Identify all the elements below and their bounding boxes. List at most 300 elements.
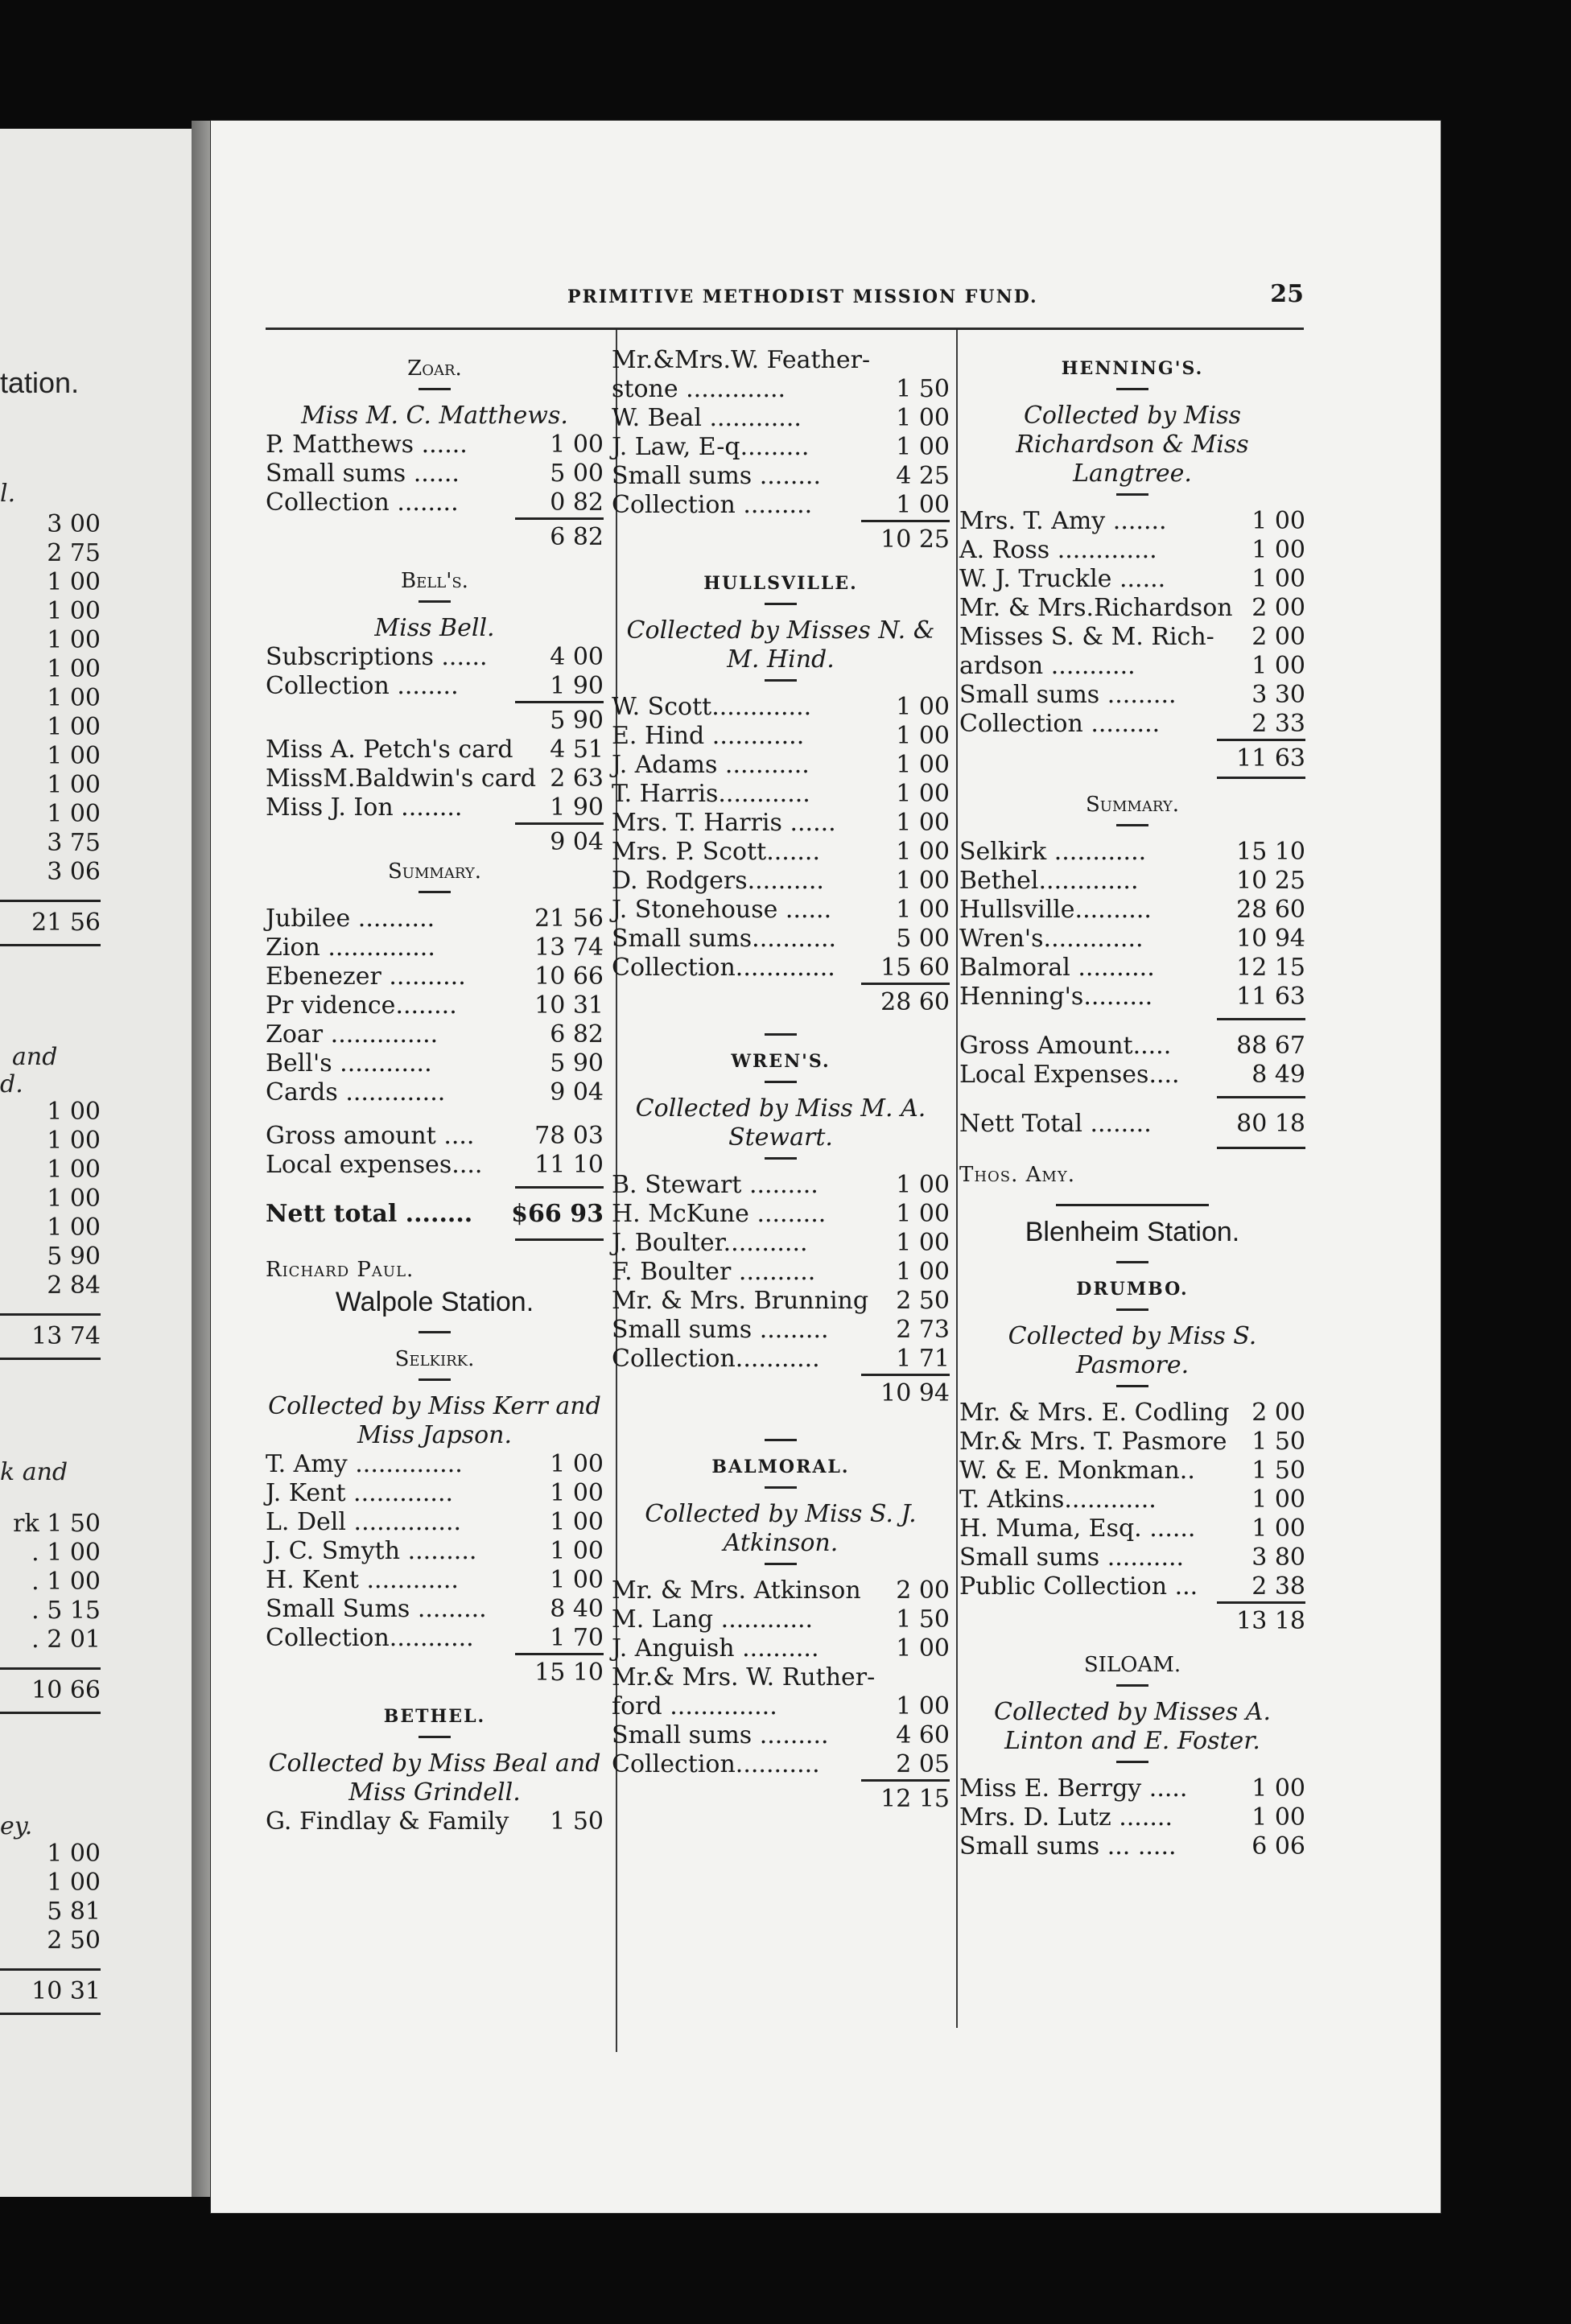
ledger-amount: 2 05 xyxy=(896,1750,950,1778)
ledger-name: B. Stewart ......... xyxy=(612,1171,818,1199)
ledger-row xyxy=(612,1171,950,1200)
ledger-amount: 6 82 xyxy=(550,1020,604,1049)
ledger-amount: 1 00 xyxy=(550,1450,604,1478)
ledger-name: J. Stonehouse ...... xyxy=(612,896,832,924)
collector-name: Collected by Miss M. A. Stewart. xyxy=(635,1094,926,1152)
ledger-name: A. Ross ............. xyxy=(959,536,1157,564)
ledger-amount: 10 31 xyxy=(534,991,604,1020)
ledger-row xyxy=(612,1229,950,1258)
ledger-amount: 13 74 xyxy=(534,933,604,962)
section-total: 10 94 xyxy=(861,1374,950,1408)
ledger-name: ford .............. xyxy=(612,1692,777,1720)
ledger-name: Mr. & Mrs.Richardson xyxy=(959,594,1233,622)
left-fragment: d. xyxy=(0,1070,23,1098)
ledger-row xyxy=(612,925,950,954)
collector-name: Collected by Misses A. Linton and E. Foster. xyxy=(994,1698,1271,1755)
ledger-row xyxy=(612,1750,950,1779)
left-fragment-amount: 3 06 xyxy=(47,858,101,886)
signature: Thos. Amy. xyxy=(959,1163,1076,1187)
ledger-row xyxy=(266,764,604,793)
ledger-row xyxy=(959,867,1305,896)
ledger-row xyxy=(612,462,950,491)
ledger-row xyxy=(959,1832,1305,1861)
signature: Richard Paul. xyxy=(266,1258,414,1282)
left-fragment-total: 13 74 xyxy=(0,1313,101,1360)
ledger-row xyxy=(612,1605,950,1634)
ledger-name: H. McKune ......... xyxy=(612,1200,827,1228)
ledger-amount: 1 00 xyxy=(1251,1774,1305,1803)
ledger-row xyxy=(266,1508,604,1537)
ledger-name: Small Sums ......... xyxy=(266,1595,487,1623)
section-heading: BETHEL. xyxy=(383,1706,486,1727)
ledger-amount: 1 00 xyxy=(896,751,950,779)
ledger-name: H. Kent ............ xyxy=(266,1566,459,1594)
ledger-name: W. Beal ............ xyxy=(612,404,802,432)
nett-label: Nett Total ........ xyxy=(959,1110,1152,1138)
ledger-row xyxy=(266,991,604,1020)
left-fragment-amount: 1 00 xyxy=(47,1214,101,1242)
ledger-row xyxy=(959,983,1305,1012)
ledger-amount: 1 00 xyxy=(896,491,950,519)
left-fragment: ey. xyxy=(0,1812,33,1840)
section-heading: BALMORAL. xyxy=(711,1457,850,1477)
ledger-name: Miss J. Ion ........ xyxy=(266,793,463,822)
ledger-row xyxy=(959,1457,1305,1485)
left-fragment-amount: 1 00 xyxy=(47,568,101,596)
ledger-name: J. Kent ............. xyxy=(266,1479,454,1507)
ledger-name: Cards ............. xyxy=(266,1078,446,1106)
left-station-fragment: tation. xyxy=(0,366,80,399)
ledger-row xyxy=(266,933,604,962)
ledger-row xyxy=(612,1576,950,1605)
nett-amount: 80 18 xyxy=(1236,1110,1305,1138)
left-fragment-total: 21 56 xyxy=(0,900,101,946)
ledger-amount: 11 63 xyxy=(1236,983,1305,1011)
left-fragment-amount: 5 81 xyxy=(47,1898,101,1926)
ledger-name: T. Harris............ xyxy=(612,780,810,808)
ledger-name: W. J. Truckle ...... xyxy=(959,565,1166,593)
ledger-row xyxy=(612,1258,950,1287)
ledger-row xyxy=(612,722,950,751)
ledger-amount: 2 00 xyxy=(1251,623,1305,651)
left-fragment-amount: rk 1 50 xyxy=(13,1510,101,1538)
section-total: 13 18 xyxy=(1217,1601,1305,1636)
ledger-amount: 4 25 xyxy=(896,462,950,490)
ledger-name: Collection............. xyxy=(612,954,835,982)
header-rule xyxy=(266,328,1304,330)
ledger-name: E. Hind ............ xyxy=(612,722,805,750)
ledger-row xyxy=(266,1078,604,1107)
section-heading: Zoar. xyxy=(407,356,462,381)
ledger-row xyxy=(959,1485,1305,1514)
ledger-amount: 1 00 xyxy=(896,838,950,866)
ledger-amount: 4 00 xyxy=(550,643,604,671)
ledger-row xyxy=(266,1566,604,1595)
ledger-name: D. Rodgers.......... xyxy=(612,867,824,895)
ledger-row xyxy=(959,594,1305,623)
collector-name: Collected by Miss S. J. Atkinson. xyxy=(645,1500,917,1557)
left-fragment-amount: 1 00 xyxy=(47,1156,101,1184)
ledger-row xyxy=(959,507,1305,536)
ledger-name: Ebenezer .......... xyxy=(266,962,466,991)
local-label: Local expenses.... xyxy=(266,1151,483,1179)
ledger-row xyxy=(612,1692,950,1721)
ledger-amount: 1 00 xyxy=(896,867,950,895)
ledger-row xyxy=(266,904,604,933)
ledger-name: Collection ........ xyxy=(266,488,459,517)
section-heading: Summary. xyxy=(388,859,481,884)
ledger-row xyxy=(266,736,604,764)
ledger-row xyxy=(612,433,950,462)
ledger-row xyxy=(612,693,950,722)
ledger-amount: 1 00 xyxy=(896,1634,950,1663)
column-2 xyxy=(612,346,950,1814)
ledger-amount: 1 00 xyxy=(896,693,950,721)
station-title: Blenheim Station. xyxy=(1025,1217,1240,1247)
ledger-amount: 1 00 xyxy=(550,431,604,459)
ledger-amount: 1 00 xyxy=(1251,1514,1305,1543)
ledger-name: Misses S. & M. Rich- xyxy=(959,623,1214,651)
ledger-amount: 1 00 xyxy=(550,1479,604,1507)
page-number: 25 xyxy=(1270,280,1304,308)
ledger-amount: 1 00 xyxy=(896,780,950,808)
ledger-name: Mr.& Mrs. W. Ruther- xyxy=(612,1663,876,1691)
ledger-row xyxy=(612,954,950,983)
ledger-name: Small sums .......... xyxy=(959,1543,1185,1572)
left-page-text xyxy=(0,0,105,2324)
local-amount: 8 49 xyxy=(1251,1061,1305,1089)
left-fragment-amount: 1 00 xyxy=(47,771,101,799)
ledger-row xyxy=(266,962,604,991)
ledger-row xyxy=(612,1316,950,1345)
ledger-row xyxy=(959,1803,1305,1832)
ledger-name: Collection........... xyxy=(266,1624,474,1652)
local-label: Local Expenses.... xyxy=(959,1061,1180,1089)
ledger-name: ardson ........... xyxy=(959,652,1136,680)
nett-label: Nett total ........ xyxy=(266,1200,473,1228)
ledger-amount: 1 70 xyxy=(550,1624,604,1652)
ledger-name: Small sums ...... xyxy=(266,459,460,488)
left-fragment-total: 10 66 xyxy=(0,1667,101,1714)
ledger-name: Mrs. T. Amy ....... xyxy=(959,507,1167,535)
ledger-amount: 5 00 xyxy=(896,925,950,953)
ledger-amount: 2 50 xyxy=(896,1287,950,1315)
ledger-amount: 3 30 xyxy=(1251,681,1305,709)
ledger-amount: 1 00 xyxy=(896,809,950,837)
ledger-amount: 21 56 xyxy=(534,904,604,933)
column-separator xyxy=(956,330,958,2028)
ledger-row xyxy=(266,643,604,672)
left-fragment-amount: 1 00 xyxy=(47,684,101,712)
ledger-amount: 1 00 xyxy=(896,896,950,924)
page-title: PRIMITIVE METHODIST MISSION FUND. xyxy=(567,286,1038,307)
ledger-row xyxy=(612,1200,950,1229)
ledger-row xyxy=(266,672,604,701)
left-fragment-amount: . 1 00 xyxy=(31,1568,101,1596)
left-fragment-amount: . 2 01 xyxy=(31,1626,101,1654)
ledger-amount: 10 94 xyxy=(1236,925,1305,953)
ledger-name: Henning's......... xyxy=(959,983,1153,1011)
ledger-name: T. Atkins............ xyxy=(959,1485,1157,1514)
ledger-row xyxy=(959,1428,1305,1457)
ledger-name: Balmoral .......... xyxy=(959,954,1155,982)
ledger-name: J. Adams ........... xyxy=(612,751,810,779)
ledger-amount: 1 71 xyxy=(896,1345,950,1373)
ledger-amount: 5 00 xyxy=(550,459,604,488)
ledger-row xyxy=(266,1450,604,1479)
ledger-row xyxy=(612,491,950,520)
section-total: 15 10 xyxy=(515,1653,604,1687)
ledger-amount: 1 50 xyxy=(896,375,950,403)
ledger-name: W. Scott............. xyxy=(612,693,812,721)
ledger-row xyxy=(612,838,950,867)
left-fragment-amount: 1 00 xyxy=(47,742,101,770)
ledger-amount: 2 00 xyxy=(896,1576,950,1605)
ledger-name: Mr. & Mrs. Atkinson xyxy=(612,1576,861,1605)
left-fragment-amount: 1 00 xyxy=(47,1869,101,1897)
ledger-name: J. Law, E-q......... xyxy=(612,433,810,461)
nett-amount: $66 93 xyxy=(511,1200,604,1228)
ledger-row xyxy=(959,652,1305,681)
ledger-amount: 12 15 xyxy=(1236,954,1305,982)
left-fragment-amount: 1 00 xyxy=(47,1185,101,1213)
ledger-name: Mr.& Mrs. T. Pasmore xyxy=(959,1428,1227,1456)
ledger-name: Hullsville.......... xyxy=(959,896,1152,924)
section-heading: WREN'S. xyxy=(731,1051,831,1072)
ledger-row xyxy=(959,954,1305,983)
ledger-amount: 4 60 xyxy=(896,1721,950,1749)
ledger-amount: 6 06 xyxy=(1251,1832,1305,1860)
ledger-name: Collection ......... xyxy=(959,710,1161,738)
left-fragment-amount: 1 00 xyxy=(47,655,101,683)
ledger-name: Mrs. D. Lutz ....... xyxy=(959,1803,1173,1832)
gross-label: Gross amount .... xyxy=(266,1122,475,1150)
ledger-name: Collection ......... xyxy=(612,491,813,519)
ledger-row xyxy=(612,896,950,925)
collector-name: Collected by Miss Beal and Miss Grindell. xyxy=(268,1749,601,1807)
ledger-amount: 0 82 xyxy=(550,488,604,517)
left-fragment-amount: 3 75 xyxy=(47,829,101,857)
ledger-name: Small sums ... ..... xyxy=(959,1832,1177,1860)
ledger-name: Jubilee .......... xyxy=(266,904,435,933)
ledger-amount: 3 80 xyxy=(1251,1543,1305,1572)
ledger-row xyxy=(959,896,1305,925)
ledger-name: Zoar .............. xyxy=(266,1020,439,1049)
left-fragment-amount: 1 00 xyxy=(47,1127,101,1155)
ledger-row xyxy=(266,1049,604,1078)
ledger-amount: 15 60 xyxy=(880,954,950,982)
ledger-amount: 1 00 xyxy=(1251,565,1305,593)
ledger-amount: 8 40 xyxy=(550,1595,604,1623)
section-heading: HENNING'S. xyxy=(1061,358,1204,379)
ledger-row xyxy=(612,404,950,433)
ledger-row xyxy=(959,565,1305,594)
ledger-amount: 1 00 xyxy=(896,433,950,461)
ledger-amount: 28 60 xyxy=(1236,896,1305,924)
ledger-name: J. Anguish .......... xyxy=(612,1634,819,1663)
ledger-amount: 1 00 xyxy=(896,404,950,432)
ledger-name: Small sums ......... xyxy=(612,1316,829,1344)
left-fragment-amount: 5 90 xyxy=(47,1242,101,1271)
collector-name: Collected by Misses N. & M. Hind. xyxy=(626,616,935,674)
ledger-name: T. Amy .............. xyxy=(266,1450,463,1478)
ledger-name: Pr vidence........ xyxy=(266,991,457,1020)
ledger-name: Zion .............. xyxy=(266,933,435,962)
ledger-row xyxy=(266,1807,604,1836)
collector-name: Collected by Miss Kerr and Miss Japson. xyxy=(268,1392,601,1449)
ledger-amount: 2 73 xyxy=(896,1316,950,1344)
ledger-amount: 1 00 xyxy=(1251,507,1305,535)
section-total: 11 63 xyxy=(1217,739,1305,773)
ledger-amount: 1 00 xyxy=(1251,1485,1305,1514)
ledger-row xyxy=(612,1634,950,1663)
ledger-row xyxy=(959,681,1305,710)
ledger-amount: 1 00 xyxy=(896,1692,950,1720)
left-fragment-amount: 1 00 xyxy=(47,1840,101,1868)
left-fragment-amount: . 5 15 xyxy=(31,1597,101,1625)
ledger-row xyxy=(266,1595,604,1624)
ledger-amount: 1 00 xyxy=(550,1566,604,1594)
ledger-row xyxy=(959,1543,1305,1572)
ledger-name: F. Boulter .......... xyxy=(612,1258,816,1286)
ledger-row xyxy=(266,459,604,488)
section-heading: Summary. xyxy=(1086,793,1179,817)
ledger-amount: 15 10 xyxy=(1236,838,1305,866)
section-heading: DRUMBO. xyxy=(1076,1279,1189,1300)
section-heading: Bell's. xyxy=(401,569,468,593)
ledger-name: J. C. Smyth ......... xyxy=(266,1537,477,1565)
ledger-name: Mrs. T. Harris ...... xyxy=(612,809,836,837)
ledger-amount: 1 00 xyxy=(896,1258,950,1286)
ledger-name: Collection........... xyxy=(612,1750,820,1778)
ledger-amount: 5 90 xyxy=(550,1049,604,1078)
ledger-row xyxy=(612,1345,950,1374)
ledger-name: MissM.Baldwin's card xyxy=(266,764,537,793)
ledger-amount: 1 00 xyxy=(550,1537,604,1565)
section-total: 5 90 xyxy=(515,701,604,736)
ledger-row xyxy=(266,488,604,517)
ledger-row xyxy=(266,431,604,459)
left-fragment-amount: 2 84 xyxy=(47,1271,101,1300)
column-1 xyxy=(266,346,604,1836)
ledger-row xyxy=(612,1663,950,1692)
column-3 xyxy=(959,346,1305,1861)
ledger-row xyxy=(266,1020,604,1049)
ledger-name: Bethel............. xyxy=(959,867,1139,895)
left-fragment-amount: 1 00 xyxy=(47,626,101,654)
left-fragment-amount: . 1 00 xyxy=(31,1539,101,1567)
local-amount: 11 10 xyxy=(534,1151,604,1179)
collector-name: Miss Bell. xyxy=(374,614,495,642)
ledger-row xyxy=(959,925,1305,954)
left-fragment: k and xyxy=(0,1458,68,1486)
ledger-row xyxy=(266,1479,604,1508)
section-total: 6 82 xyxy=(515,517,604,552)
ledger-name: Selkirk ............ xyxy=(959,838,1147,866)
section-heading: HULLSVILLE. xyxy=(703,573,858,594)
ledger-row xyxy=(959,710,1305,739)
left-fragment-amount: 1 00 xyxy=(47,597,101,625)
ledger-name: H. Muma, Esq. ...... xyxy=(959,1514,1196,1543)
ledger-amount: 9 04 xyxy=(550,1078,604,1106)
section-total: 10 25 xyxy=(861,520,950,554)
gross-amount: 78 03 xyxy=(534,1122,604,1150)
ledger-name: Small sums........... xyxy=(612,925,837,953)
ledger-row xyxy=(612,751,950,780)
ledger-row xyxy=(266,1537,604,1566)
left-fragment: l. xyxy=(0,480,16,508)
ledger-amount: 1 00 xyxy=(896,1171,950,1199)
ledger-name: Miss E. Berrgy ..... xyxy=(959,1774,1188,1803)
left-fragment: and xyxy=(12,1043,58,1071)
ledger-name: W. & E. Monkman.. xyxy=(959,1457,1195,1485)
ledger-row xyxy=(612,346,950,375)
ledger-amount: 2 33 xyxy=(1251,710,1305,738)
ledger-name: P. Matthews ...... xyxy=(266,431,468,459)
ledger-row xyxy=(612,809,950,838)
ledger-row xyxy=(612,867,950,896)
ledger-name: G. Findlay & Family xyxy=(266,1807,509,1836)
ledger-row xyxy=(612,1721,950,1750)
ledger-amount: 1 50 xyxy=(896,1605,950,1634)
ledger-amount: 10 25 xyxy=(1236,867,1305,895)
ledger-name: L. Dell .............. xyxy=(266,1508,462,1536)
ledger-row xyxy=(959,1399,1305,1428)
ledger-name: M. Lang ............ xyxy=(612,1605,814,1634)
ledger-name: Bell's ............ xyxy=(266,1049,432,1078)
ledger-name: Mr. & Mrs. E. Codling xyxy=(959,1399,1230,1427)
ledger-amount: 1 50 xyxy=(1251,1428,1305,1456)
left-fragment-amount: 1 00 xyxy=(47,713,101,741)
collector-name: Miss M. C. Matthews. xyxy=(301,402,568,430)
ledger-amount: 1 00 xyxy=(896,722,950,750)
ledger-amount: 10 66 xyxy=(534,962,604,991)
ledger-name: Collection ........ xyxy=(266,672,459,700)
section-total: 9 04 xyxy=(515,822,604,857)
ledger-amount: 1 00 xyxy=(1251,652,1305,680)
gross-label: Gross Amount..... xyxy=(959,1032,1172,1060)
ledger-amount: 2 63 xyxy=(550,764,604,793)
ledger-name: Small sums ........ xyxy=(612,462,821,490)
ledger-name: Mrs. P. Scott....... xyxy=(612,838,820,866)
ledger-row xyxy=(959,838,1305,867)
section-heading: SILOAM. xyxy=(1083,1653,1181,1677)
ledger-name: Wren's............. xyxy=(959,925,1144,953)
ledger-name: Small sums ......... xyxy=(959,681,1177,709)
ledger-amount: 2 00 xyxy=(1251,1399,1305,1427)
ledger-row xyxy=(612,1287,950,1316)
ledger-name: Miss A. Petch's card xyxy=(266,736,513,764)
collector-name: Collected by Miss S. Pasmore. xyxy=(1008,1322,1257,1379)
ledger-row xyxy=(266,793,604,822)
ledger-name: Small sums ......... xyxy=(612,1721,829,1749)
ledger-amount: 1 00 xyxy=(550,1508,604,1536)
ledger-row xyxy=(959,1514,1305,1543)
gross-amount: 88 67 xyxy=(1236,1032,1305,1060)
ledger-amount: 2 38 xyxy=(1251,1572,1305,1601)
ledger-amount: 1 00 xyxy=(896,1200,950,1228)
section-total: 28 60 xyxy=(861,983,950,1017)
left-fragment-amount: 3 00 xyxy=(47,510,101,538)
left-fragment-amount: 1 00 xyxy=(47,1098,101,1126)
ledger-amount: 1 00 xyxy=(1251,536,1305,564)
ledger-amount: 1 50 xyxy=(550,1807,604,1836)
ledger-amount: 1 00 xyxy=(896,1229,950,1257)
ledger-row xyxy=(612,780,950,809)
ledger-amount: 1 90 xyxy=(550,672,604,700)
left-fragment-total: 10 31 xyxy=(0,1968,101,2015)
ledger-amount: 2 00 xyxy=(1251,594,1305,622)
